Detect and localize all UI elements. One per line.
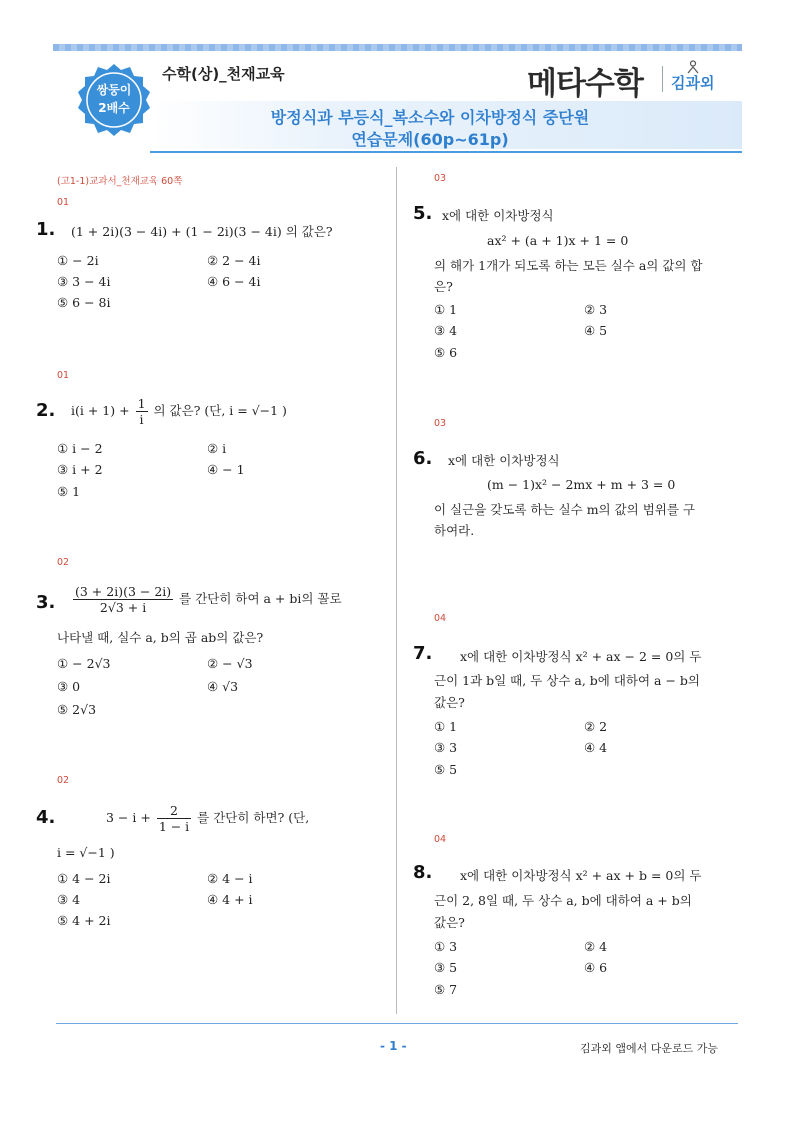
question-stem-line2: 나타낼 때, 실수 a, b의 곱 ab의 값은? — [57, 630, 264, 645]
question-stem-line2: i = √−1 ) — [57, 845, 115, 860]
question-tag: 02 — [57, 775, 70, 786]
question-tag: 03 — [434, 418, 447, 429]
option-2[interactable]: ② i — [207, 441, 227, 456]
fraction-denominator: i — [139, 412, 144, 427]
question-tag: 04 — [434, 613, 447, 624]
question-stem — [71, 396, 287, 427]
question-stem: (1 + 2i)(3 − 4i) + (1 − 2i)(3 − 4i) 의 값은? — [71, 224, 333, 239]
header-top-stripe — [53, 44, 742, 51]
stem-part: 의 값은? (단, i = √−1 ) — [153, 403, 287, 418]
option-2[interactable]: ② 4 − i — [207, 871, 253, 886]
option-3[interactable]: ③ 5 — [434, 960, 458, 975]
option-1[interactable]: ① − 2√3 — [57, 656, 111, 671]
question-stem: x에 대한 이차방정식 x² + ax − 2 = 0의 두 — [460, 649, 702, 664]
fraction — [73, 584, 173, 615]
badge-line-2: 2배수 — [98, 101, 130, 115]
question-stem-line3: 값은? — [434, 695, 465, 710]
fraction — [157, 803, 191, 834]
subject-label: 수학(상)_천재교육 — [162, 65, 285, 83]
option-3[interactable]: ③ 3 − 4i — [57, 274, 111, 289]
option-5[interactable]: ⑤ 6 — [434, 345, 458, 360]
option-5[interactable]: ⑤ 2√3 — [57, 702, 97, 717]
question-number: 5. — [413, 203, 433, 224]
question-stem-line3: 하여라. — [434, 523, 475, 538]
fraction-numerator: (3 + 2i)(3 − 2i) — [75, 584, 172, 599]
logo-separator — [662, 66, 663, 92]
stem-part: 를 간단히 하면? (단, — [197, 810, 310, 825]
option-5[interactable]: ⑤ 5 — [434, 762, 458, 777]
person-icon — [686, 60, 700, 74]
option-2[interactable]: ② 3 — [584, 302, 608, 317]
option-3[interactable]: ③ 4 — [57, 892, 81, 907]
option-1[interactable]: ① 4 − 2i — [57, 871, 111, 886]
fraction-numerator: 1 — [137, 396, 146, 411]
question-number: 2. — [36, 400, 56, 421]
column-divider — [396, 167, 397, 1014]
footer-rule — [56, 1023, 738, 1024]
question-number: 8. — [413, 862, 433, 883]
option-5[interactable]: ⑤ 1 — [57, 484, 81, 499]
stem-part: 를 간단히 하여 a + bi의 꼴로 — [179, 591, 342, 606]
page-title: 방정식과 부등식_복소수와 이차방정식 중단원 — [270, 108, 590, 127]
page-number: - 1 - — [380, 1039, 407, 1053]
option-4[interactable]: ④ 4 — [584, 740, 608, 755]
option-4[interactable]: ④ 4 + i — [207, 892, 253, 907]
stem-part: 3 − i + — [106, 810, 151, 825]
fraction — [136, 396, 148, 427]
question-stem: x에 대한 이차방정식 — [442, 208, 554, 223]
option-5[interactable]: ⑤ 7 — [434, 982, 458, 997]
option-4[interactable]: ④ 6 — [584, 960, 608, 975]
badge-line-1: 쌍둥이 — [96, 83, 132, 97]
option-2[interactable]: ② 2 − 4i — [207, 253, 261, 268]
question-number: 4. — [36, 807, 56, 828]
option-2[interactable]: ② − √3 — [207, 656, 253, 671]
question-stem-line2: 근이 1과 b일 때, 두 상수 a, b에 대하여 a − b의 — [434, 673, 700, 688]
question-stem: x에 대한 이차방정식 — [448, 453, 560, 468]
equation: (m − 1)x² − 2mx + m + 3 = 0 — [487, 477, 676, 492]
option-5[interactable]: ⑤ 6 − 8i — [57, 295, 111, 310]
question-number: 7. — [413, 643, 433, 664]
option-1[interactable]: ① 1 — [434, 302, 458, 317]
brand-logo-small: 김과외 — [671, 74, 715, 92]
twin-badge — [76, 62, 152, 138]
question-tag: 01 — [57, 197, 70, 208]
question-tag: 02 — [57, 557, 70, 568]
question-stem-line3: 은? — [434, 279, 453, 294]
fraction-numerator: 2 — [157, 803, 191, 819]
question-number: 1. — [36, 219, 56, 240]
option-4[interactable]: ④ √3 — [207, 679, 239, 694]
option-1[interactable]: ① i − 2 — [57, 441, 103, 456]
stem-part: i(i + 1) + — [71, 403, 130, 418]
header-rule — [150, 151, 742, 153]
question-stem-line2: 이 실근을 갖도록 하는 실수 m의 값의 범위를 구 — [434, 502, 695, 517]
option-1[interactable]: ① − 2i — [57, 253, 99, 268]
question-stem: x에 대한 이차방정식 x² + ax + b = 0의 두 — [460, 868, 702, 883]
option-3[interactable]: ③ 0 — [57, 679, 81, 694]
option-3[interactable]: ③ 4 — [434, 323, 458, 338]
question-stem-line2: 근이 2, 8일 때, 두 상수 a, b에 대하여 a + b의 — [434, 893, 692, 908]
question-tag: 03 — [434, 173, 447, 184]
option-4[interactable]: ④ 6 − 4i — [207, 274, 261, 289]
option-3[interactable]: ③ 3 — [434, 740, 458, 755]
option-2[interactable]: ② 2 — [584, 719, 608, 734]
equation: ax² + (a + 1)x + 1 = 0 — [487, 233, 629, 248]
question-tag: 01 — [57, 370, 70, 381]
option-5[interactable]: ⑤ 4 + 2i — [57, 913, 111, 928]
question-tag: 04 — [434, 834, 447, 845]
fraction-denominator: 2√3 + i — [99, 600, 147, 615]
question-number: 3. — [36, 592, 56, 613]
question-stem — [106, 803, 309, 834]
option-3[interactable]: ③ i + 2 — [57, 462, 103, 477]
fraction-denominator: 1 − i — [158, 819, 190, 834]
option-1[interactable]: ① 3 — [434, 939, 458, 954]
option-2[interactable]: ② 4 — [584, 939, 608, 954]
option-4[interactable]: ④ − 1 — [207, 462, 245, 477]
footer-note: 김과외 앱에서 다운로드 가능 — [580, 1042, 719, 1055]
page-subtitle: 연습문제(60p~61p) — [351, 130, 509, 149]
question-stem-line3: 값은? — [434, 915, 465, 930]
question-stem — [71, 584, 342, 615]
textbook-source: (고1-1)교과서_천재교육 60쪽 — [57, 176, 183, 187]
option-4[interactable]: ④ 5 — [584, 323, 608, 338]
option-1[interactable]: ① 1 — [434, 719, 458, 734]
question-number: 6. — [413, 448, 433, 469]
brand-logo: 메타수학 — [527, 66, 643, 102]
question-stem-line2: 의 해가 1개가 되도록 하는 모든 실수 a의 값의 합 — [434, 258, 703, 273]
